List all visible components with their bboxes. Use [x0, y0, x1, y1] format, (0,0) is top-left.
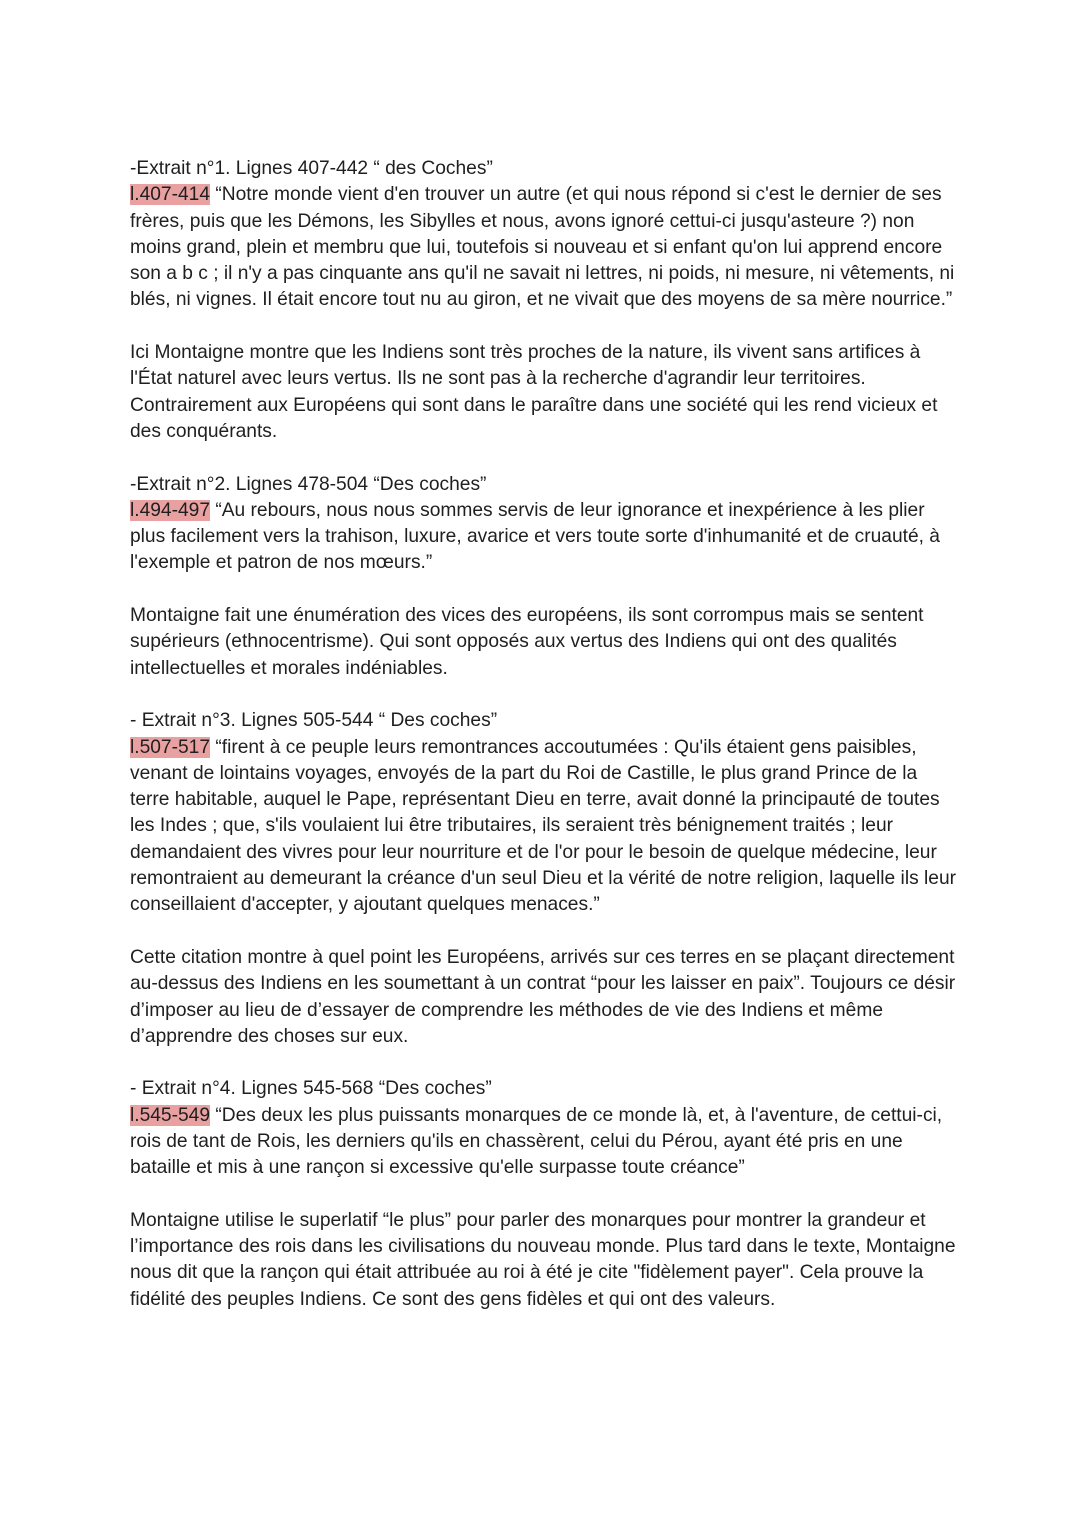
line-reference-highlight: l.507-517: [130, 736, 211, 758]
commentary-section: [130, 603, 960, 682]
extract-heading: - Extrait n°3. Lignes 505-544 “ Des coches”: [130, 710, 498, 732]
line-reference-highlight: l.545-549: [130, 1104, 211, 1126]
line-reference-highlight: l.407-414: [130, 184, 211, 206]
extract-quote: [130, 1103, 960, 1182]
extract-quote-section: [130, 1076, 960, 1181]
commentary-section: [130, 945, 960, 1050]
line-reference-highlight: l.494-497: [130, 499, 211, 521]
extract-quote: [130, 735, 960, 919]
extract-quote: [130, 498, 960, 577]
extract-quote-section: [130, 156, 960, 314]
quote-text: “Au rebours, nous nous sommes servis de leur ignorance et inexpérience à les plier plus facilement vers la trahison, luxure, avarice et vers toute sorte d'inhumanité et de cruauté, à l'exemple et patron de nos mœurs.”: [130, 499, 940, 574]
quote-text: “firent à ce peuple leurs remontrances accoutumées : Qu'ils étaient gens paisibles, venant de lointains voyages, envoyés de la part du Roi de Castille, le plus grand Prince de la terre habitable, auquel le Pape, représentant Dieu en terre, avait donné la principauté de toutes les Indes ; que, s'ils voulaient lui être tributaires, ils seraient très bénignement traités ; leur demandaient des vivres pour leur nourriture et de l'or pour le besoin de quelque médecine, leur remontraient au demeurant la créance d'un seul Dieu et la vérité de notre religion, laquelle ils leur conseillaient d'accepter, y ajoutant quelques menaces.”: [130, 736, 956, 916]
extract-heading: - Extrait n°4. Lignes 545-568 “Des coches”: [130, 1078, 492, 1100]
document-body: [130, 156, 960, 1339]
extract-quote: [130, 182, 960, 313]
commentary-paragraph: Ici Montaigne montre que les Indiens sont très proches de la nature, ils vivent sans artifices à l'État naturel avec leurs vertus. Ils ne sont pas à la recherche d'agrandir leur territoires. Contrairement aux Européens qui sont dans le paraître dans une société qui les rend vicieux et des conquérants.: [130, 342, 938, 442]
extract-heading: -Extrait n°2. Lignes 478-504 “Des coches”: [130, 473, 487, 495]
commentary-section: [130, 1208, 960, 1313]
quote-text: “Des deux les plus puissants monarques de ce monde là, et, à l'aventure, de cettui-ci, rois de tant de Rois, les derniers qu'ils en chassèrent, celui du Pérou, ayant été pris en une bataille et mis à une rançon si excessive qu'elle surpasse toute créance”: [130, 1104, 943, 1179]
commentary-paragraph: Montaigne fait une énumération des vices des européens, ils sont corrompus mais se sentent supérieurs (ethnocentrisme). Qui sont opposés aux vertus des Indiens qui ont des qualités intellectuelles et morales indéniables.: [130, 605, 924, 679]
extract-quote-section: [130, 708, 960, 918]
extract-quote-section: [130, 472, 960, 577]
extract-heading: -Extrait n°1. Lignes 407-442 “ des Coches”: [130, 158, 493, 179]
quote-text: “Notre monde vient d'en trouver un autre (et qui nous répond si c'est le dernier de ses frères, puis que les Démons, les Sibylles et nous, avons ignoré cettui-ci jusqu'asteure ?) non moins grand, plein et membru que lui, toutefois si nouveau et si enfant qu'on lui apprend encore son a b c ; il n'y a pas cinquante ans qu'il ne savait ni lettres, ni poids, ni mesure, ni vêtements, ni blés, ni vignes. Il était encore tout nu au giron, et ne vivait que des moyens de sa mère nourrice.”: [130, 184, 955, 311]
commentary-paragraph: Montaigne utilise le superlatif “le plus” pour parler des monarques pour montrer la grandeur et l’importance des rois dans les civilisations du nouveau monde. Plus tard dans le texte, Montaigne nous dit que la rançon qui était attribuée au roi à été je cite "fidèlement payer". Cela prouve la fidélité des peuples Indiens. Ce sont des gens fidèles et qui ont des valeurs.: [130, 1209, 956, 1310]
commentary-section: [130, 340, 960, 445]
commentary-paragraph: Cette citation montre à quel point les Européens, arrivés sur ces terres en se plaçant directement au-dessus des Indiens en les soumettant à un contrat “pour les laisser en paix”. Toujours ce désir d’imposer au lieu de d’essayer de comprendre les méthodes de vie des Indiens et même d’apprendre des choses sur eux.: [130, 946, 956, 1047]
